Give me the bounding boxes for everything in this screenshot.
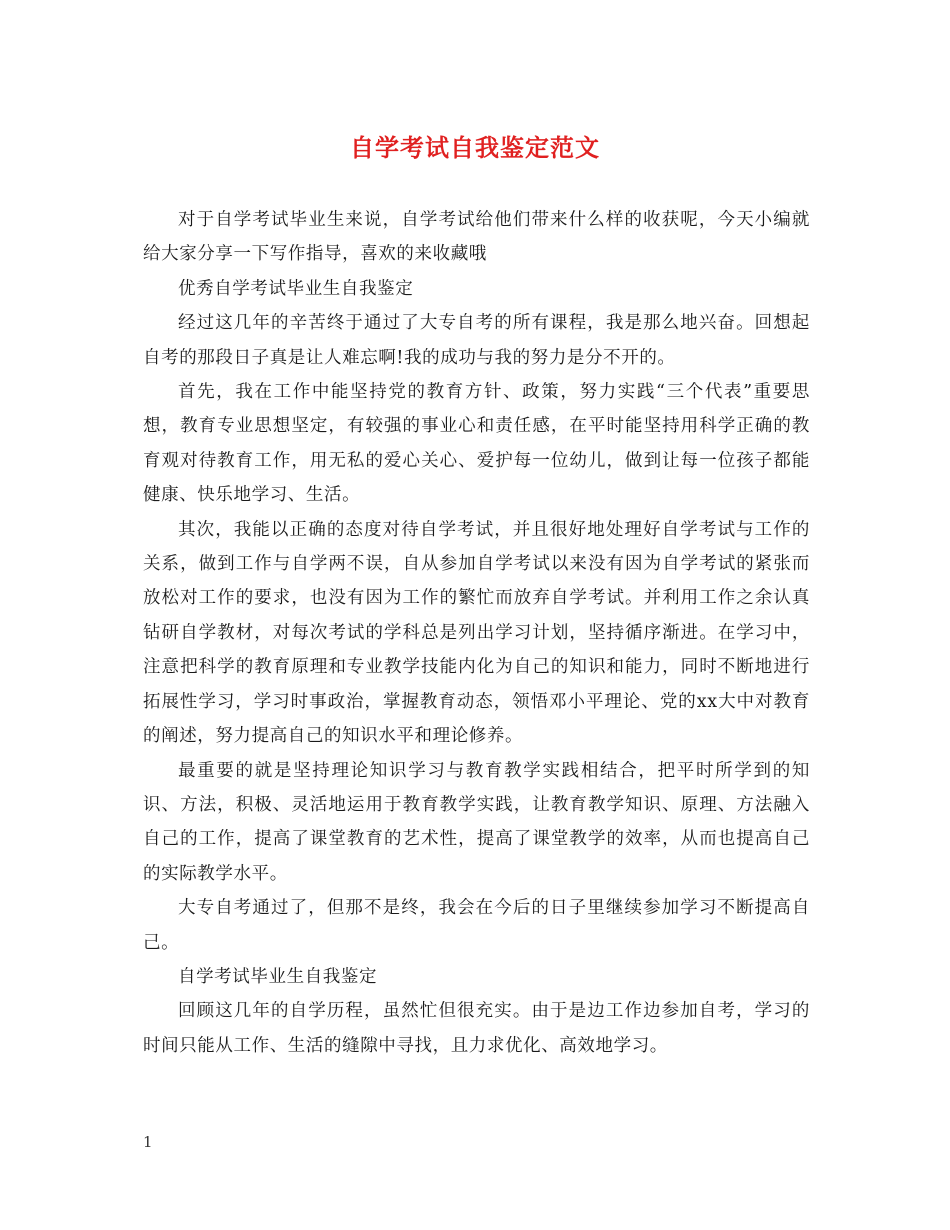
paragraph: 经过这几年的辛苦终于通过了大专自考的所有课程，我是那么地兴奋。回想起自考的那段日子真是让人难忘啊!我的成功与我的努力是分不开的。 bbox=[143, 313, 810, 368]
page-number: 1 bbox=[143, 1133, 153, 1151]
document-title: 自学考试自我鉴定范文 bbox=[350, 133, 600, 162]
paragraph: 大专自考通过了，但那不是终，我会在今后的日子里继续参加学习不断提高自己。 bbox=[143, 898, 810, 953]
section-heading-excellent: 优秀自学考试毕业生自我鉴定 bbox=[178, 278, 414, 299]
paragraph: 回顾这几年的自学历程，虽然忙但很充实。由于是边工作边参加自考，学习的时间只能从工作、生活的缝隙中寻找，且力求优化、高效地学习。 bbox=[143, 1001, 810, 1056]
paragraph: 首先，我在工作中能坚持党的教育方针、政策，努力实践“三个代表”重要思想，教育专业思想坚定，有较强的事业心和责任感，在平时能坚持用科学正确的教育观对待教育工作，用无私的爱心关心、爱护每一位幼儿，做到让每一位孩子都能健康、快乐地学习、生活。 bbox=[143, 382, 810, 506]
paragraph: 其次，我能以正确的态度对待自学考试，并且很好地处理好自学考试与工作的关系，做到工作与自学两不误，自从参加自学考试以来没有因为自学考试的紧张而放松对工作的要求，也没有因为工作的繁忙而放弃自学考试。并利用工作之余认真钻研自学教材，对每次考试的学科总是列出学习计划，坚持循序渐进。在学习中，注意把科学的教育原理和专业教学技能内化为自己的知识和能力，同时不断地进行拓展性学习，学习时事政治，掌握教育动态，领悟邓小平理论、党的xx大中对教育的阐述，努力提高自己的知识水平和理论修养。 bbox=[143, 519, 810, 747]
section-heading-graduate: 自学考试毕业生自我鉴定 bbox=[178, 966, 378, 987]
paragraph: 最重要的就是坚持理论知识学习与教育教学实践相结合，把平时所学到的知识、方法，积极、灵活地运用于教育教学实践，让教育教学知识、原理、方法融入自己的工作，提高了课堂教育的艺术性，提高了课堂教学的效率，从而也提高自己的实际教学水平。 bbox=[143, 760, 810, 884]
paragraph-intro: 对于自学考试毕业生来说，自学考试给他们带来什么样的收获呢，今天小编就给大家分享一下写作指导，喜欢的来收藏哦 bbox=[143, 210, 810, 265]
document-body bbox=[143, 203, 810, 1063]
